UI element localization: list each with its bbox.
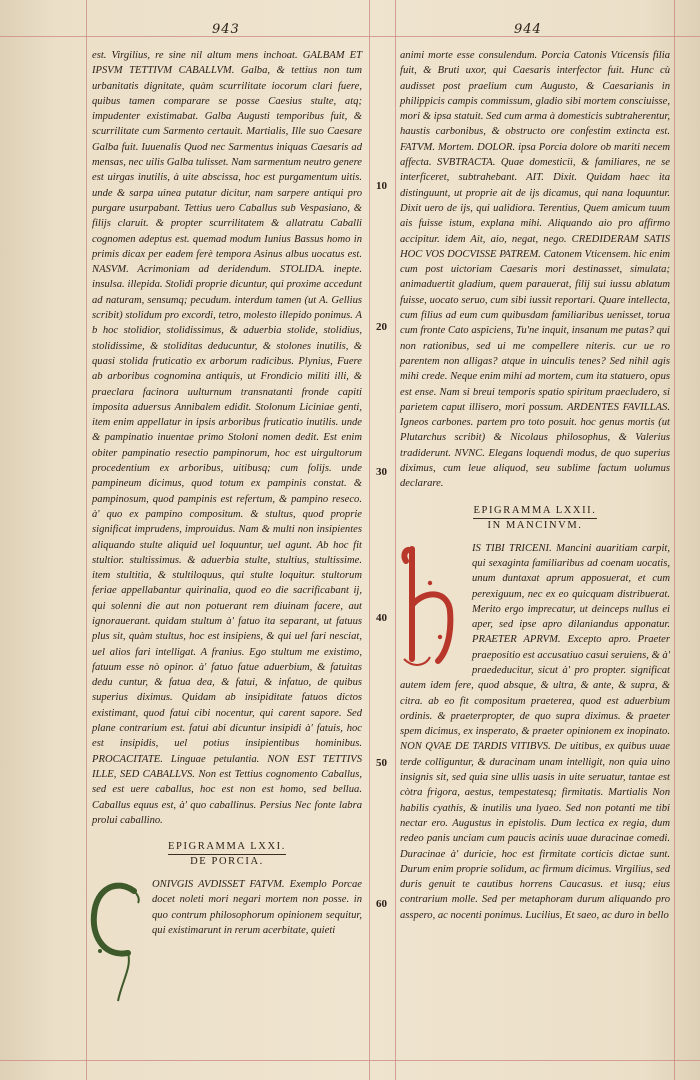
commentary-text: ONIVGIS AVDISSET FATVM. Exemplo Porcae docet noleti mori negari mortem non posse. in quo contrum philosophorum opinionem sequitur, qui existimarunt in rerum acerbitate, quieti <box>152 879 362 937</box>
epigram-subtitle: IN MANCINVM. <box>487 519 583 531</box>
ruling-line <box>0 1060 700 1061</box>
page-number-right: 944 <box>514 22 542 37</box>
epigram-heading <box>400 504 670 533</box>
epigram-subtitle: DE PORCIA. <box>190 856 264 868</box>
decorated-initial-c <box>88 877 146 1005</box>
commentary-text: animi morte esse consulendum. Porcia Catonis Vticensis filia fuit, & Bruti uxor, qui Caesaris interfector fuit. Hunc cù audisset post praelium cum Augusto, & Caesarianis in philippicis campis commissum, gladio sibi mortem consciuisse, mori & ipsa statuit. Sed cum arma à domesticis subtraherentur, haustis carbonibus, & obstructo ore confestim extincta est. FATVM. Mortem. DOLOR. ipsa Porcia dolore ob mariti necem affecta. SVBTRACTA. Quae domesticiì, & familiares, ne se interficeret, subtrahebant. AIT. Dixit. Quidam haec ita distinguunt, ut proprie ait de ijs dicamus, qui nana loquuntur. Dixit uero de ijs, qui ualidiora. Terentius, Quem amicum tuum ais fuisse istum, explana mihi. Aliquando aio pro affirmo accipitur. idem Ait, aio, negat, nego. CREDIDERAM SATIS HOC VOS DOCVISSE PATREM. Catonem Vticensem. hic enim cum post uictoriam Caesaris mori destinasset, simulata; animaduertit gladium, quem parauerat, filij sui iussu ablatum fuisse, uocato seruo, cum sibi iussit reportari. Quare intellecta, cum filius ad eum cum quibusdam familiaribus uenisset, torua cum fronte Cato aspiciens, Tu'ne inquit, insanum me putas? qui non rationibus, sed ui me compellere niteris. cur ue ro parentem non alligas? atque in uinculis tenes? Sed nihil agis mihi crede. Neque enim mihi ad mortem, cum ita statuero, opus est ense. Nam si breui temporis spatio spiritum praecludero, si parietem caput illisero, mori possum. ARDENTES FAVILLAS. Igneos carbones. partem pro toto posuit. hoc genus mortis (ut Plutarchus scribit) & Nicolaus philosophus, & Valerius tradiderunt. NVNC. Elegans loquendi modus, de quo superius diximus, cum leue aliquod, seu sublime factum uolumus declarare. <box>400 50 670 490</box>
page-number-left: 943 <box>212 22 240 37</box>
ruling-line <box>86 0 87 1080</box>
ruling-line <box>0 36 700 37</box>
epigram-title: EPIGRAMMA LXXI. <box>168 840 286 855</box>
line-number: 10 <box>376 180 387 192</box>
left-column <box>92 48 362 1005</box>
epigram-heading <box>92 840 362 869</box>
initial-section <box>92 877 362 938</box>
line-number: 60 <box>376 898 387 910</box>
right-column <box>400 48 670 923</box>
line-number: 30 <box>376 466 387 478</box>
line-number: 20 <box>376 321 387 333</box>
ruling-line <box>369 0 370 1080</box>
commentary-text: est. Virgilius, re sine nil altum mens inchoat. GALBAM ET IPSVM TETTIVM CABALLVM. Galba, & tettius non tum urbanitatis dignitate, quàm scurrilitate iocorum clari fuere, quibus tamen comparare se posse Caesius stulte, atq; impudenter existimabat. Galba Augusti temporibus fuit, & scurrilitate cum Sarmento certauit. Martialis, Ille suo Caesare Galba fuit. Iuuenalis Quod nec Sarmentus iniquas Caesaris ad mensas, nec uilis Galba tulisset. Nam sarmentum neutro genere est uirgas inutilis, à uite abscissa, hoc est purgamentum uitis. unde & sarpa uinea putatur dicitur, nam sarpere antiqui pro purgare usurpabant. Tettius uero Caballus sub Vespasiano, & filijs claruit. & propter scurrilitatem & allatratu Caballi cognomen adeptus est. quemad modum Iunius Bassus homo in primis dicax per eadem ferè tempora Asinus albus uocatus est. NASVM. Acrimoniam ad deridendum. STOLIDA. inepte. insulsa. illepida. Stolidi proprie dicuntur, qui proxime accedunt ad naturam, sensumq; pecudum. interdum tamen (ut A. Gellius scribit) stolidum pro excordi, tetro, molesto illepido ponimus. A b hoc stolidior, stolidissimus, & aduerbia stolide, stolidius, stolidissime, & stoliditas deducuntur, & stolones inutilis, & quasi stolida fruticatio ex arborum radicibus. Plynius, Fuere ab arboribus cognomina antiquis, ut Frondicio militi illi, & praeclara facinora uulturnum transnatanti fronde capiti imposita aduersus Annibalem edidit. Stolonum Liciniae genti, item enim appellatur in ipsis arboribus fruticatio inutilis. unde & pampinatio inuentae primo Stoloni nomen dedit. Est enim obiter pampinatio resectio pampinorum, hoc est uirgultorum procedentium ex arboribus, uitibusq; cum folijs. unde pampineum dicimus, quod totum ex pampinis constat. & pampinosum, quod pampinis est refertum, & pampino reseco. à' quo ex pampino compositum. & stultus, quod proprie significat imprudens, improuidus. Nam & multi non insipientes aliquando stulte aliquid uel loquuntur, uel agunt. Ab hoc fit stultior. stultissimus. & aduerbia stulte, stultius, stultissime. item stultitia, & stultiloquus, qui stulte loquitur. stultorum feriae appellabantur quirinalia, quod eo die sacrificabant ij, qui solenni die aut non potuerant rem diuinam facere, aut ignorauerant. quidam stultum à' fatuo ita separant, ut fatuus plus sit, quàm stultus, hoc est insipiens, & qui uel fari nesciat, uel alios fari intelligat. A franius. Ego stultum me existimo, fatuum esse nò opinor. à' fatuo fatue aduerbium, & fatuitas dedu cuntur, & fatua dea, & fatui, & infatuo, de quibus superius diximus. Quidam ab insipiditate fatuos dictos existimant, quod fatui cibi nocentur, qui carent sapore. Sed plane contrarium est. fatui abi dicuntur insipidi à' fatuis, hoc est insipidis, uel potius insipientibus hominibus. PROCACITATE. Linguae petulantia. NON EST TETTIVS ILLE, SED CABALLVS. Non est Tettius cognomento Caballus, sed est uere caballus, hoc est non est homo, sed bellua. Caballus equus est, à' quo caballinus. Persius Nec fonte labra prolui caballino. <box>92 50 362 826</box>
initial-section <box>400 541 670 923</box>
epigram-title: EPIGRAMMA LXXII. <box>473 504 596 519</box>
line-number: 40 <box>376 612 387 624</box>
decorated-initial-h <box>396 541 466 671</box>
line-number: 50 <box>376 757 387 769</box>
ruling-line <box>674 0 675 1080</box>
commentary-text: IS TIBI TRICENI. Mancini auaritiam carpit, qui sexaginta familiaribus ad coenam uocatis, unum duntaxat aprum apposuerat, et cum perexiguum, nec ex eo quicquam distribuerat. Merito ergo imprecatur, ut deinceps nullus ei aper, sed ipse apro dilaniandus apponatur. PRAETER APRVM. Excepto apro. Praeter praepositio est accusatiuo casui seruiens, & à' praededucitur, sicut à' pro propter. significat autem idem fere, quod absque, & ultra, & ante, & supra, & citra. ab eo fit compositum praeterea, quod est aduerbium ordinis. & praeterpropter, de quo supra diximus. & praeter spem dicimus, ex insperato, & praeter opinionem ex inopinato. NON QVAE DE TARDIS VITIBVS. De uitibus, ex quibus uuae terde colliguntur, & duracinam unam intelligit, non quia uino insignis sit, sed quia sine ullis uasis in uite seruatur, tantae est còtra frigora, aestus, tempestatesq; firmitatis. Martialis Non habilis cyathis, & inutilis una lyaeo. Sed non potanti me tibi nectar ero. Augustus in epistolis. Dum lectica ex regia, dum redeo panis unciam cum paucis acinis uuae duracinae comedi. Duracinae à' duricie, hoc est firmitate corticis dictae sunt. Durum enim proprie solidum, ac firmum dicimus. Virgilius, sed duris genuit te cautibus horrens Caucasus. et iusq; eius contrarium molle. Sed per metaphoram durum aliquando pro asspero, ac nocenti ponimus. Lucilius, Et saeo, ac duro in bello <box>400 542 670 921</box>
